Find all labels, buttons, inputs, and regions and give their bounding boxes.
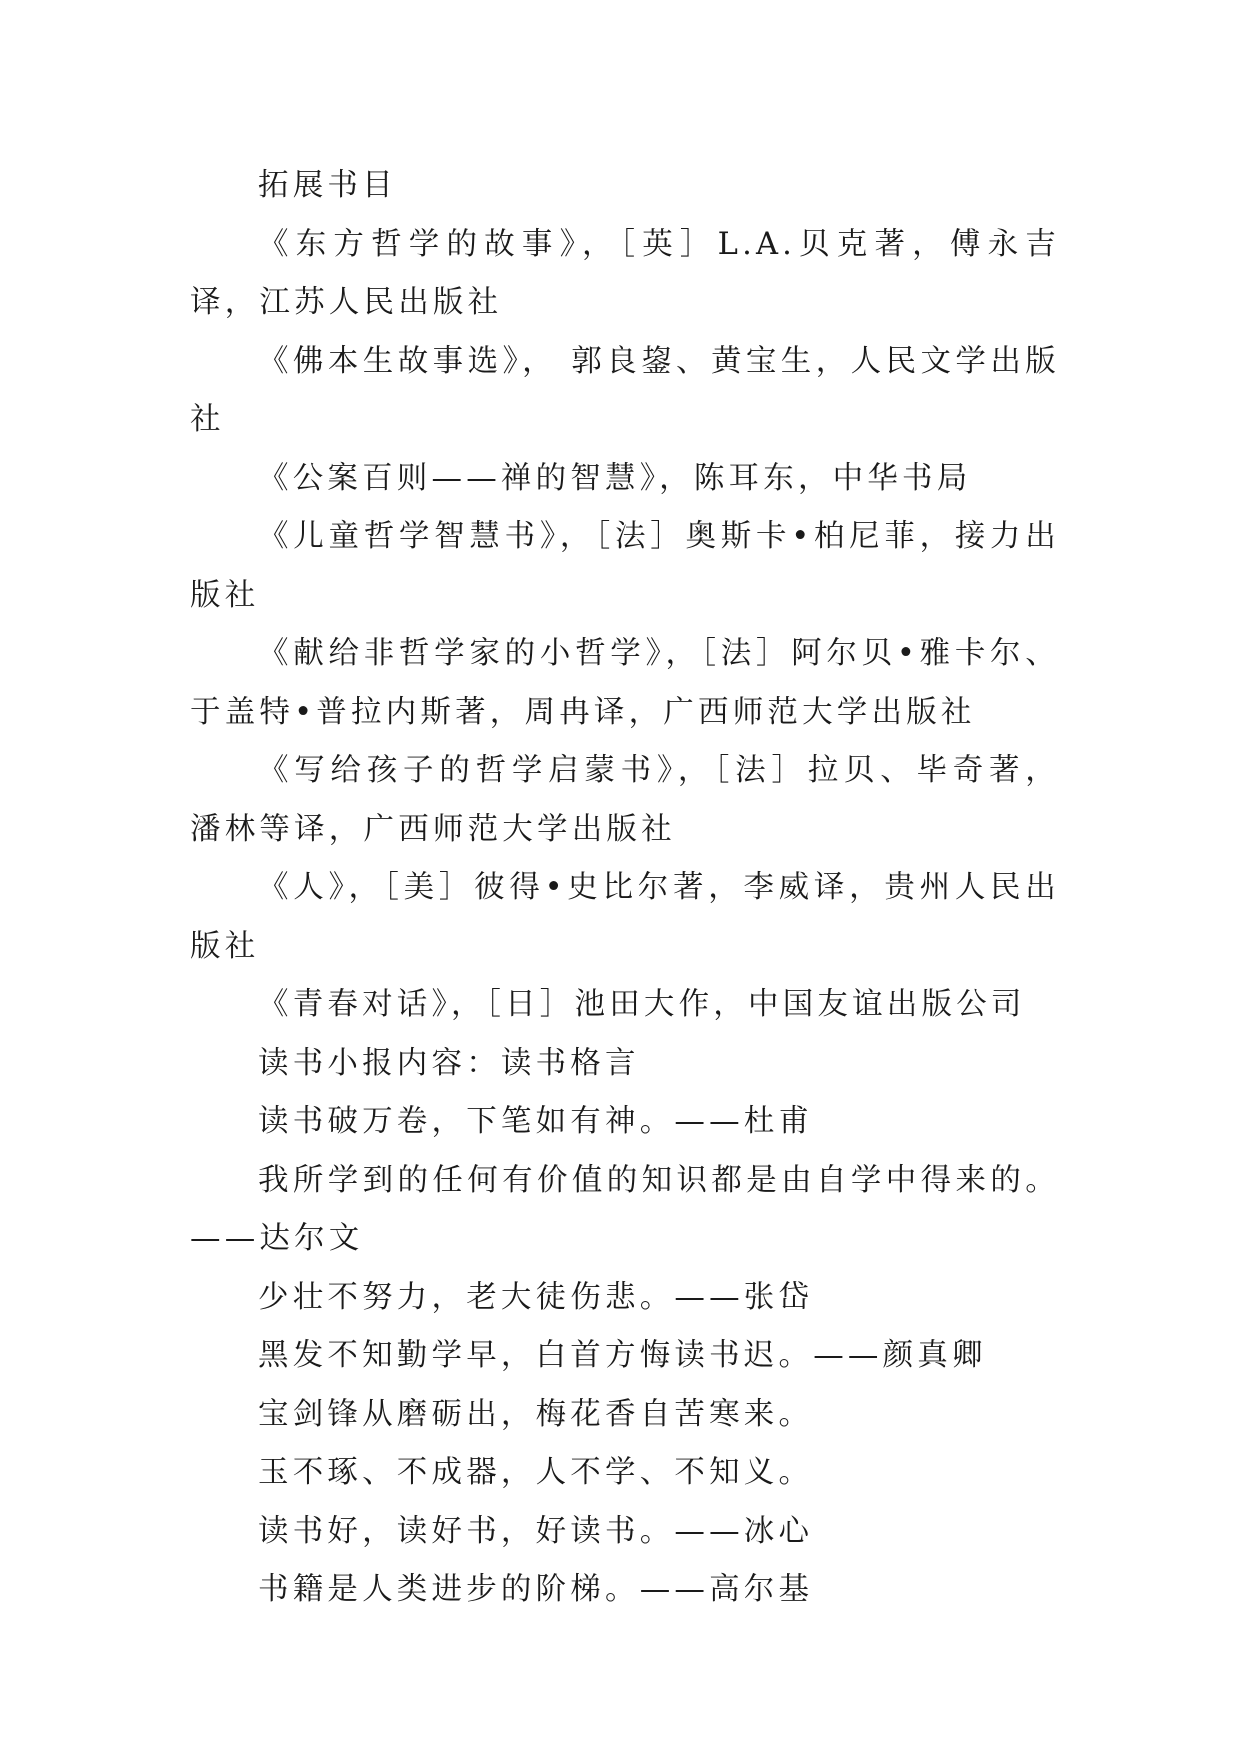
book-entry: 《儿童哲学智慧书》，［法］奥斯卡•柏尼菲，接力出版社 xyxy=(190,519,1060,613)
quote-line: 读书好，读好书，好读书。——冰心 xyxy=(258,1513,814,1549)
book-entry: 《公案百则——禅的智慧》，陈耳东，中华书局 xyxy=(258,460,972,496)
book-entry: 《佛本生故事选》， 郭良鋆、黄宝生，人民文学出版社 xyxy=(190,343,1060,437)
quote-line: 玉不琢、不成器，人不学、不知义。 xyxy=(258,1455,814,1490)
book-entry: 《人》，［美］彼得•史比尔著，李威译，贵州人民出版社 xyxy=(190,870,1060,964)
quote-line: 宝剑锋从磨砺出，梅花香自苦寒来。 xyxy=(258,1396,814,1432)
quote-line: 读书破万卷，下笔如有神。——杜甫 xyxy=(258,1104,814,1139)
book-entry: 《青春对话》，［日］池田大作，中国友谊出版公司 xyxy=(258,987,1026,1022)
book-entry: 《献给非哲学家的小哲学》，［法］阿尔贝•雅卡尔、于盖特•普拉内斯著，周冉译，广西师范大学出版社 xyxy=(190,636,1060,730)
quote-line: 少壮不努力，老大徒伤悲。——张岱 xyxy=(258,1279,814,1315)
book-entry: 《写给孩子的哲学启蒙书》，［法］拉贝、毕奇著，潘林等译，广西师范大学出版社 xyxy=(190,753,1060,847)
section-heading-quotes: 读书小报内容：读书格言 xyxy=(258,1045,640,1081)
document-body xyxy=(190,157,1060,1620)
section-heading-reading-list: 拓展书目 xyxy=(258,168,397,203)
book-entry: 《东方哲学的故事》，［英］L.A.贝克著，傅永吉译，江苏人民出版社 xyxy=(190,226,1060,320)
quote-line: 黑发不知勤学早，白首方悔读书迟。——颜真卿 xyxy=(258,1338,987,1373)
quote-line: 书籍是人类进步的阶梯。——高尔基 xyxy=(258,1572,814,1607)
quote-line: 我所学到的任何有价值的知识都是由自学中得来的。——达尔文 xyxy=(190,1162,1060,1256)
